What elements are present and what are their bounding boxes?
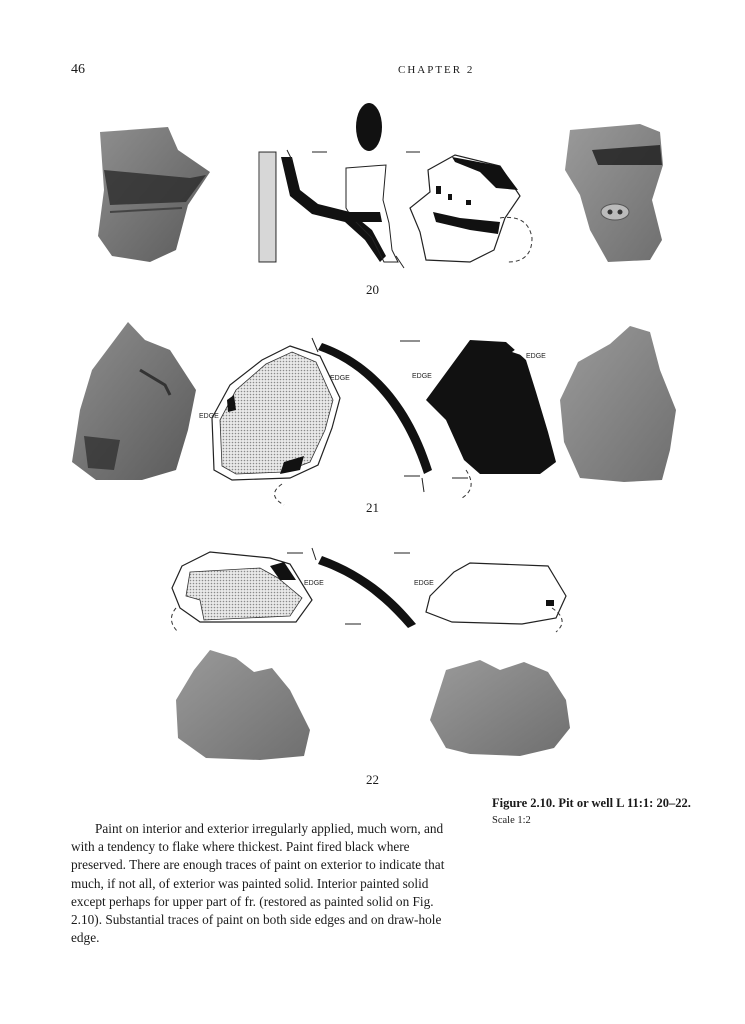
caption-scale: Scale 1:2 — [492, 815, 531, 826]
sherd-20-profile — [259, 103, 420, 268]
body-paragraph: Paint on interior and exterior irregularly applied, much worn, and with a tendency to flake where thickest. Paint fired black where preserved. There are enough traces of paint on exterior to indicate that much, if not all, of exterior was painted solid. Interior painted solid except perhaps for upper part of fr. (restored as painted solid on Fig. 2.10). Substantial traces of paint on both side edges and on draw-hole edge. — [71, 821, 445, 946]
caption-title: Figure 2.10. Pit or well L 11:1: 20–22. — [492, 796, 691, 810]
edge-label-21-ext-top: EDGE — [526, 353, 546, 360]
sherd-21-exterior-drawing — [412, 340, 556, 498]
sherd-20-photo-interior — [565, 124, 663, 262]
edge-label-21-left: EDGE — [199, 413, 219, 420]
figure-label-20: 20 — [366, 282, 379, 297]
edge-label-21-top: EDGE — [330, 375, 350, 382]
figure-caption — [492, 795, 692, 829]
sherd-22-photo-exterior — [430, 660, 570, 756]
sherd-22-exterior-drawing — [414, 563, 566, 632]
edge-label-22-right: EDGE — [414, 580, 434, 587]
edge-label-22-left: EDGE — [304, 580, 324, 587]
sherd-21-photo-interior — [560, 326, 676, 482]
edge-label-21-ext-left: EDGE — [412, 373, 432, 380]
sherd-21-photo-exterior — [72, 322, 196, 480]
figure-label-22: 22 — [366, 772, 379, 787]
figure-label-21: 21 — [366, 500, 379, 515]
sherd-21-interior-drawing — [199, 346, 350, 505]
sherd-20-drawing — [410, 155, 532, 262]
page-number: 46 — [71, 62, 85, 77]
running-head: CHAPTER 2 — [398, 64, 475, 76]
sherd-22-photo-interior — [176, 650, 310, 760]
sherd-22-profile — [287, 548, 416, 628]
sherd-20-photo-exterior — [98, 127, 210, 262]
sherd-22-interior-drawing — [171, 552, 324, 632]
